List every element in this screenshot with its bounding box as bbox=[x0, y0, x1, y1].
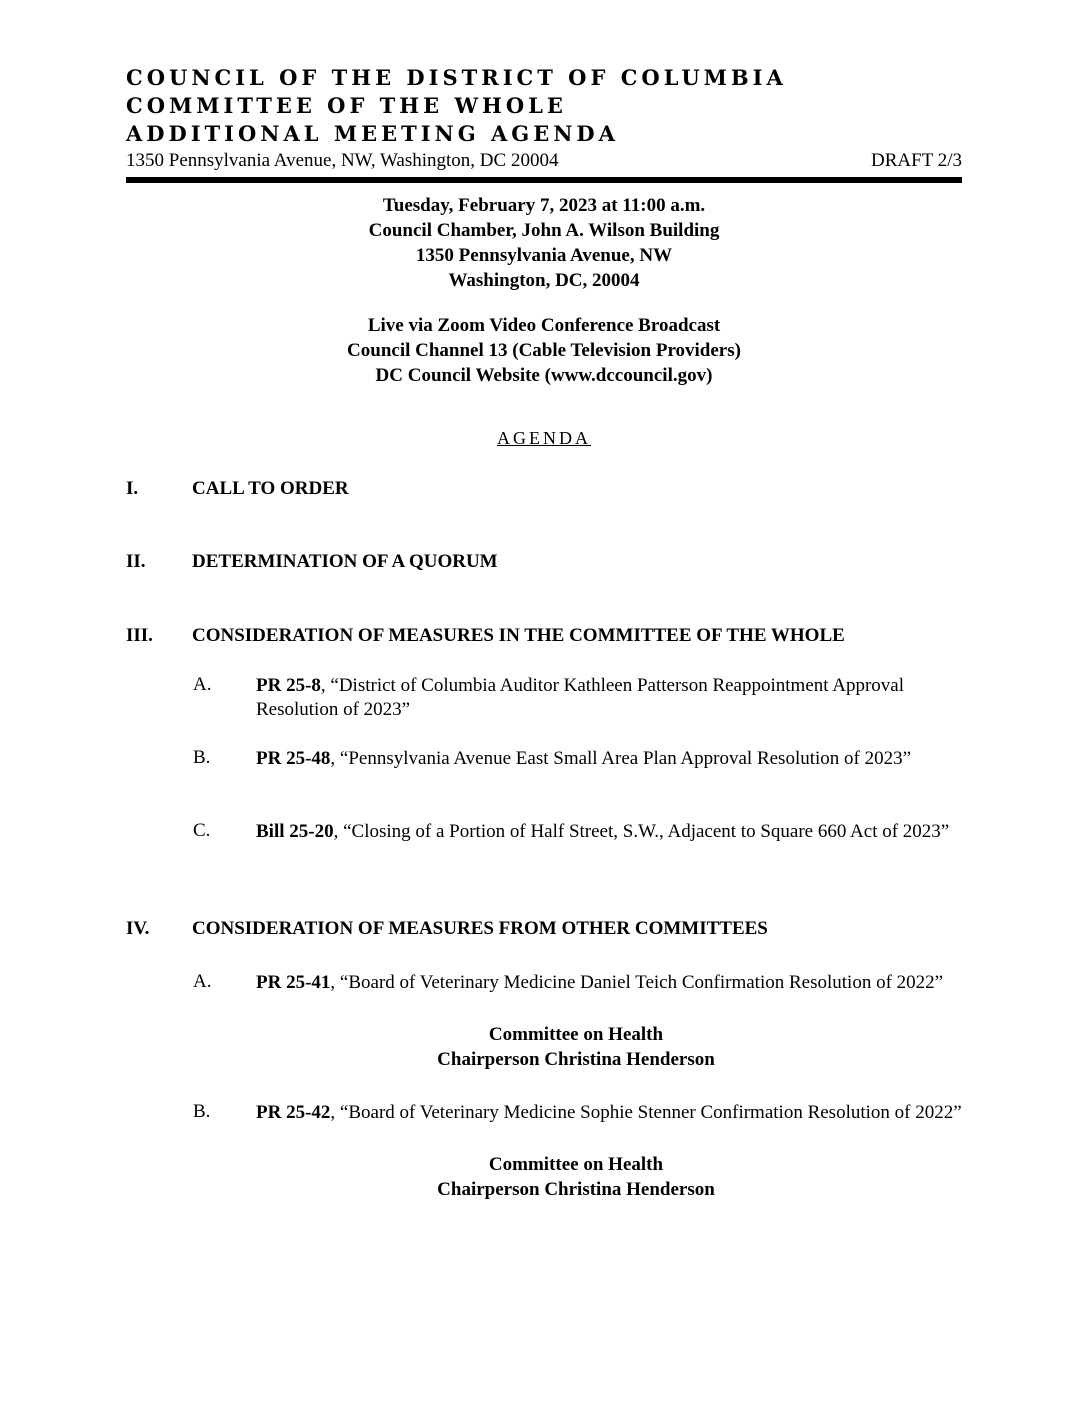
committee-chair: Chairperson Christina Henderson bbox=[437, 1179, 715, 1200]
broadcast-zoom: Live via Zoom Video Conference Broadcast bbox=[367, 315, 721, 336]
section-title-call-to-order: CALL TO ORDER bbox=[192, 478, 349, 499]
meeting-location: Council Chamber, John A. Wilson Building bbox=[368, 220, 720, 241]
committee-assignment bbox=[126, 1152, 1026, 1202]
agenda-heading: AGENDA bbox=[497, 428, 591, 448]
section-title-quorum: DETERMINATION OF A QUORUM bbox=[192, 551, 498, 572]
item-letter: A. bbox=[193, 971, 212, 992]
section-number: I. bbox=[126, 478, 139, 499]
section-title-cow-measures: CONSIDERATION OF MEASURES IN THE COMMITTEE OF THE WHOLE bbox=[192, 625, 845, 646]
section-number: IV. bbox=[126, 918, 150, 939]
agenda-item-pr-25-41: PR 25-41, “Board of Veterinary Medicine Daniel Teich Confirmation Resolution of 2022” bbox=[256, 972, 944, 993]
agenda-item-pr-25-42: PR 25-42, “Board of Veterinary Medicine Sophie Stenner Confirmation Resolution of 2022” bbox=[256, 1102, 962, 1123]
item-letter: B. bbox=[193, 747, 211, 768]
meeting-datetime: Tuesday, February 7, 2023 at 11:00 a.m. bbox=[382, 195, 706, 216]
header-doc-title: ADDITIONAL MEETING AGENDA bbox=[126, 121, 619, 146]
section-number: III. bbox=[126, 625, 153, 646]
section-title-other-committees: CONSIDERATION OF MEASURES FROM OTHER COMMITTEES bbox=[192, 918, 768, 939]
meeting-street: 1350 Pennsylvania Avenue, NW bbox=[415, 245, 673, 266]
header-rule bbox=[126, 177, 962, 183]
agenda-item-pr-25-48: PR 25-48, “Pennsylvania Avenue East Small Area Plan Approval Resolution of 2023” bbox=[256, 748, 912, 769]
committee-assignment bbox=[126, 1022, 1026, 1072]
committee-name: Committee on Health bbox=[488, 1154, 664, 1175]
section-number: II. bbox=[126, 551, 146, 572]
agenda-item-pr-25-8: PR 25-8, “District of Columbia Auditor Kathleen Patterson Reappointment Approval Resolution of 2023” bbox=[256, 675, 904, 720]
committee-name: Committee on Health bbox=[488, 1024, 664, 1045]
broadcast-channel: Council Channel 13 (Cable Television Providers) bbox=[347, 340, 741, 361]
draft-label: DRAFT 2/3 bbox=[871, 150, 962, 171]
item-letter: B. bbox=[193, 1101, 211, 1122]
agenda-item-bill-25-20: Bill 25-20, “Closing of a Portion of Half Street, S.W., Adjacent to Square 660 Act of 2023” bbox=[256, 821, 950, 842]
meeting-city: Washington, DC, 20004 bbox=[448, 270, 640, 291]
header-address: 1350 Pennsylvania Avenue, NW, Washington, DC 20004 bbox=[126, 150, 559, 171]
meeting-info bbox=[126, 193, 962, 293]
broadcast-website: DC Council Website (www.dccouncil.gov) bbox=[375, 365, 713, 386]
header-council: COUNCIL OF THE DISTRICT OF COLUMBIA bbox=[126, 65, 787, 90]
committee-chair: Chairperson Christina Henderson bbox=[437, 1049, 715, 1070]
item-letter: A. bbox=[193, 674, 212, 695]
broadcast-info bbox=[126, 313, 962, 388]
item-letter: C. bbox=[193, 820, 211, 841]
header-committee: COMMITTEE OF THE WHOLE bbox=[126, 93, 567, 118]
